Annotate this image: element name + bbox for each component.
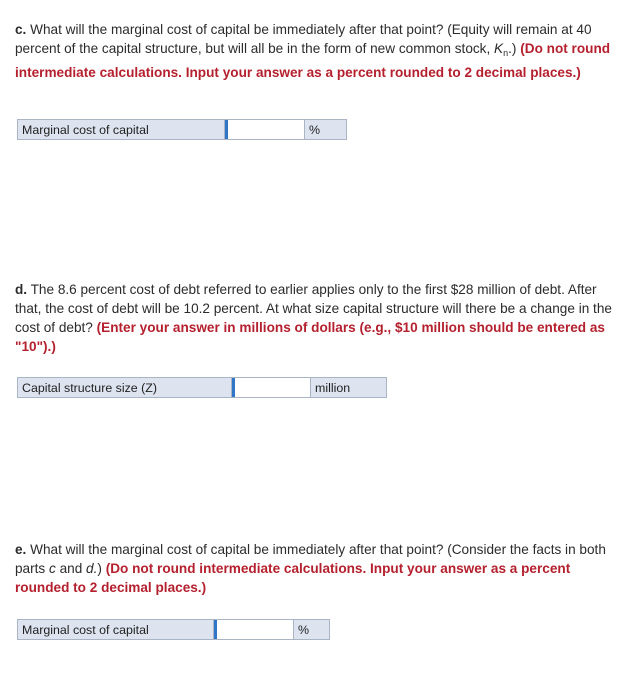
question-part-d [15,280,615,356]
part-c-var-sub: n [503,48,509,58]
part-c-answer-label: Marginal cost of capital [18,120,225,139]
part-e-text-1: What will the marginal cost of capital be immediately after that point? (Consider the facts in both parts [15,542,606,576]
part-d-letter: d. [15,282,28,297]
part-c-letter: c. [15,22,27,37]
part-d-text-1: The 8.6 percent cost of debt referred to earlier applies only to the first $28 million of debt. After that, the cost of debt will be 10.2 percent. At what size capital structure will there be a change in the cost of debt? [15,282,612,335]
part-d-answer-label: Capital structure size (Z) [18,378,232,397]
part-e-instruction: (Do not round intermediate calculations. Input your answer as a percent rounded to 2 decimal places.) [15,561,571,595]
question-part-c [15,20,615,82]
answer-row-part-c [17,119,347,140]
answer-row-part-e [17,619,330,640]
part-c-text-1: What will the marginal cost of capital be immediately after that point? (Equity will remain at 40 percent of the capital structure, but will all be in the form of new common stock, [15,22,592,56]
part-c-var: K [494,41,504,56]
part-d-unit: million [311,378,386,397]
part-c-unit: % [305,120,346,139]
marginal-cost-input-e[interactable] [214,620,294,639]
part-e-ref-d: d. [86,561,98,576]
part-e-ref-c: c [49,561,56,576]
part-e-text-2: ) [97,561,106,576]
part-e-answer-label: Marginal cost of capital [18,620,214,639]
part-d-instruction: (Enter your answer in millions of dollars (e.g., $10 million should be entered as "10").) [15,320,605,354]
part-c-text-2: .) [508,41,521,56]
part-e-text-and: and [55,561,87,576]
part-e-unit: % [294,620,329,639]
marginal-cost-input-c[interactable] [225,120,305,139]
question-part-e [15,540,615,597]
part-c-instruction: (Do not round intermediate calculations. Input your answer as a percent rounded to 2 decimal places.) [15,41,611,80]
answer-row-part-d [17,377,387,398]
part-e-letter: e. [15,542,27,557]
capital-structure-size-input[interactable] [232,378,311,397]
